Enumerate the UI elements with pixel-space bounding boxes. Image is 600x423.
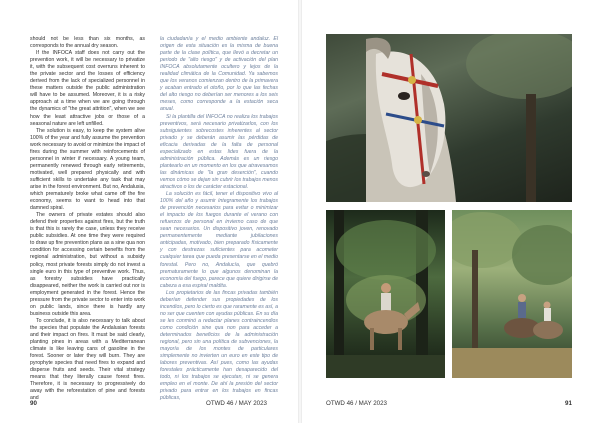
olive-grove-riders-illustration <box>452 210 572 378</box>
forest-rider-illustration <box>326 210 445 378</box>
english-text-column <box>30 36 145 402</box>
english-paragraph: should not be less than six months, as corresponds to the annual dry season. <box>30 36 145 50</box>
english-paragraph: The owners of private estates should also defend their properties against fires, but the truth is that this is rarely the case, unless they receive public subsidies. At one time they were required to draw up fire prevention plans as a sine qua non condition for accessing certain benefits from the regional administration, but without a subsidy policy, most private forests simply do not invest a single euro in this type of preventive work. Thus, as forestry subsidies have practically disappeared, neither the work is carried out nor is employment generated in the forest. Hence the pressure from the private sector to enter into work on public lands, since there is hardly any business outside this area. <box>30 212 145 317</box>
page-number-right: 91 <box>565 400 572 407</box>
magazine-issue-right: OTWD 46 / MAY 2023 <box>326 400 387 407</box>
horse-illustration <box>326 34 572 202</box>
horse-photo <box>326 34 572 202</box>
english-paragraph: If the INFOCA staff does not carry out the prevention work, it will be necessary to privatize it, with the subsequent cost overruns inherent to the private sector and the losses of efficiency derived from the lack of specialized personnel in these matters outside the public administration will have to be assumed. Moreover, it is a risky approach at a time when we are going through the dynamics of "the great attrition", when we see how the least attractive jobs or those of a seasonal nature are left unfilled. <box>30 50 145 127</box>
spanish-paragraph: la ciudadanía y el medio ambiente andaluz. El origen de esta situación es la misma de buena parte de la clase política, que llevó a decretar un periodo de "alto riesgo" y de activación del plan INFOCA absolutamente ocultero y lejos de la realidad climática de la Comunidad. Ya sabemos que los veranos comienzan dentro de la primavera y acaban entrado el otoño, por lo que las fechas del alto riesgo no deberían ser menores a los seis meses, como corresponde a la estación seca anual. <box>160 36 278 113</box>
spanish-text-column <box>160 36 278 402</box>
spanish-paragraph: Si la plantilla del INFOCA no realiza los trabajos preventivos, será necesario privatizarlos, con los subsiguientes sobrecostes inherentes al sector privado y se deberán asumir las pérdidas de eficacia derivadas de la falta de personal especializado en estas lides fuera de la administración pública. Además es un riesgo plantearlo en un momento en los que atravesamos las dinámicas de "la gran deserción", cuando vemos cómo se dejan sin cubrir los trabajos menos atractivos o los de carácter estacional. <box>160 113 278 190</box>
english-paragraph: The solution is easy, to keep the system alive 100% of the year and fully assume the prevention work necessary to avoid or minimize the impact of fires during the summer with reinforcements of personnel in winter if necessary. A young team, permanently renewed through early retirements, motivated, well prepared physically and with sufficient skills to undertake any task that may arise in the forest environment. But no, Andalusia, which prematurely broke what came off the fire economy, seems to want to head into that damned spiral. <box>30 127 145 212</box>
spanish-paragraph: Los propietarios de las fincas privadas también deberían defender sus propiedades de los incendios, pero lo cierto es que raramente es así, a no ser que cuenten con ayudas públicas. En su día se les conminó a redactar planes contraincendios como condición sine qua non para acceder a determinados beneficios de la administración regional, pero sin una política de subvenciones, la mayoría de los montes de particulares simplemente no invierten un euro en este tipo de labores preventivas. Así pues, como las ayudas forestales prácticamente han desaparecido del todo, ni los trabajos se ejecutan, ni se genera empleo en el monte. De ahí la presión del sector privado para entrar en los trabajos en fincas públicas, <box>160 289 278 402</box>
forest-rider-photo <box>326 210 445 378</box>
english-paragraph: To conclude, it is also necessary to talk about the species that populate the Andalusian forests and their impact on fires. It must be said clearly, planting pines in areas with a Mediterranean climate is like leaving cans of gasoline in the forest. Sooner or later they will burn. They are pyrophyte species that need fires to expand and disperse fruits and seeds. Their vital strategy means that they literally cause forest fires. Therefore, it is necessary to progressively do away with the reforestation of pine and forests and <box>30 317 145 402</box>
page-number-left: 90 <box>30 400 37 407</box>
magazine-issue-left: OTWD 46 / MAY 2023 <box>206 400 267 407</box>
olive-grove-riders-photo <box>452 210 572 378</box>
spread-gutter <box>298 0 302 423</box>
spanish-paragraph: La solución es fácil, tener el dispositivo vivo al 100% del año y asumir íntegramente los trabajos de prevención necesarios para evitar o minimizar el impacto de los fuegos durante el verano con refuerzos de personal en invierno caso de que sean necesarios. Un dispositivo joven, renovado permanentemente mediante jubilaciones anticipadas, motivado, bien preparado físicamente y con destrezas suficientes para acometer cualquier tarea que pueda presentarse en el medio forestal. Pero no, Andalucía, que quebró prematuramente lo que algunos denominan la economía del fuego, parece que quiere dirigirse de cabeza a esa espiral maldita. <box>160 191 278 289</box>
